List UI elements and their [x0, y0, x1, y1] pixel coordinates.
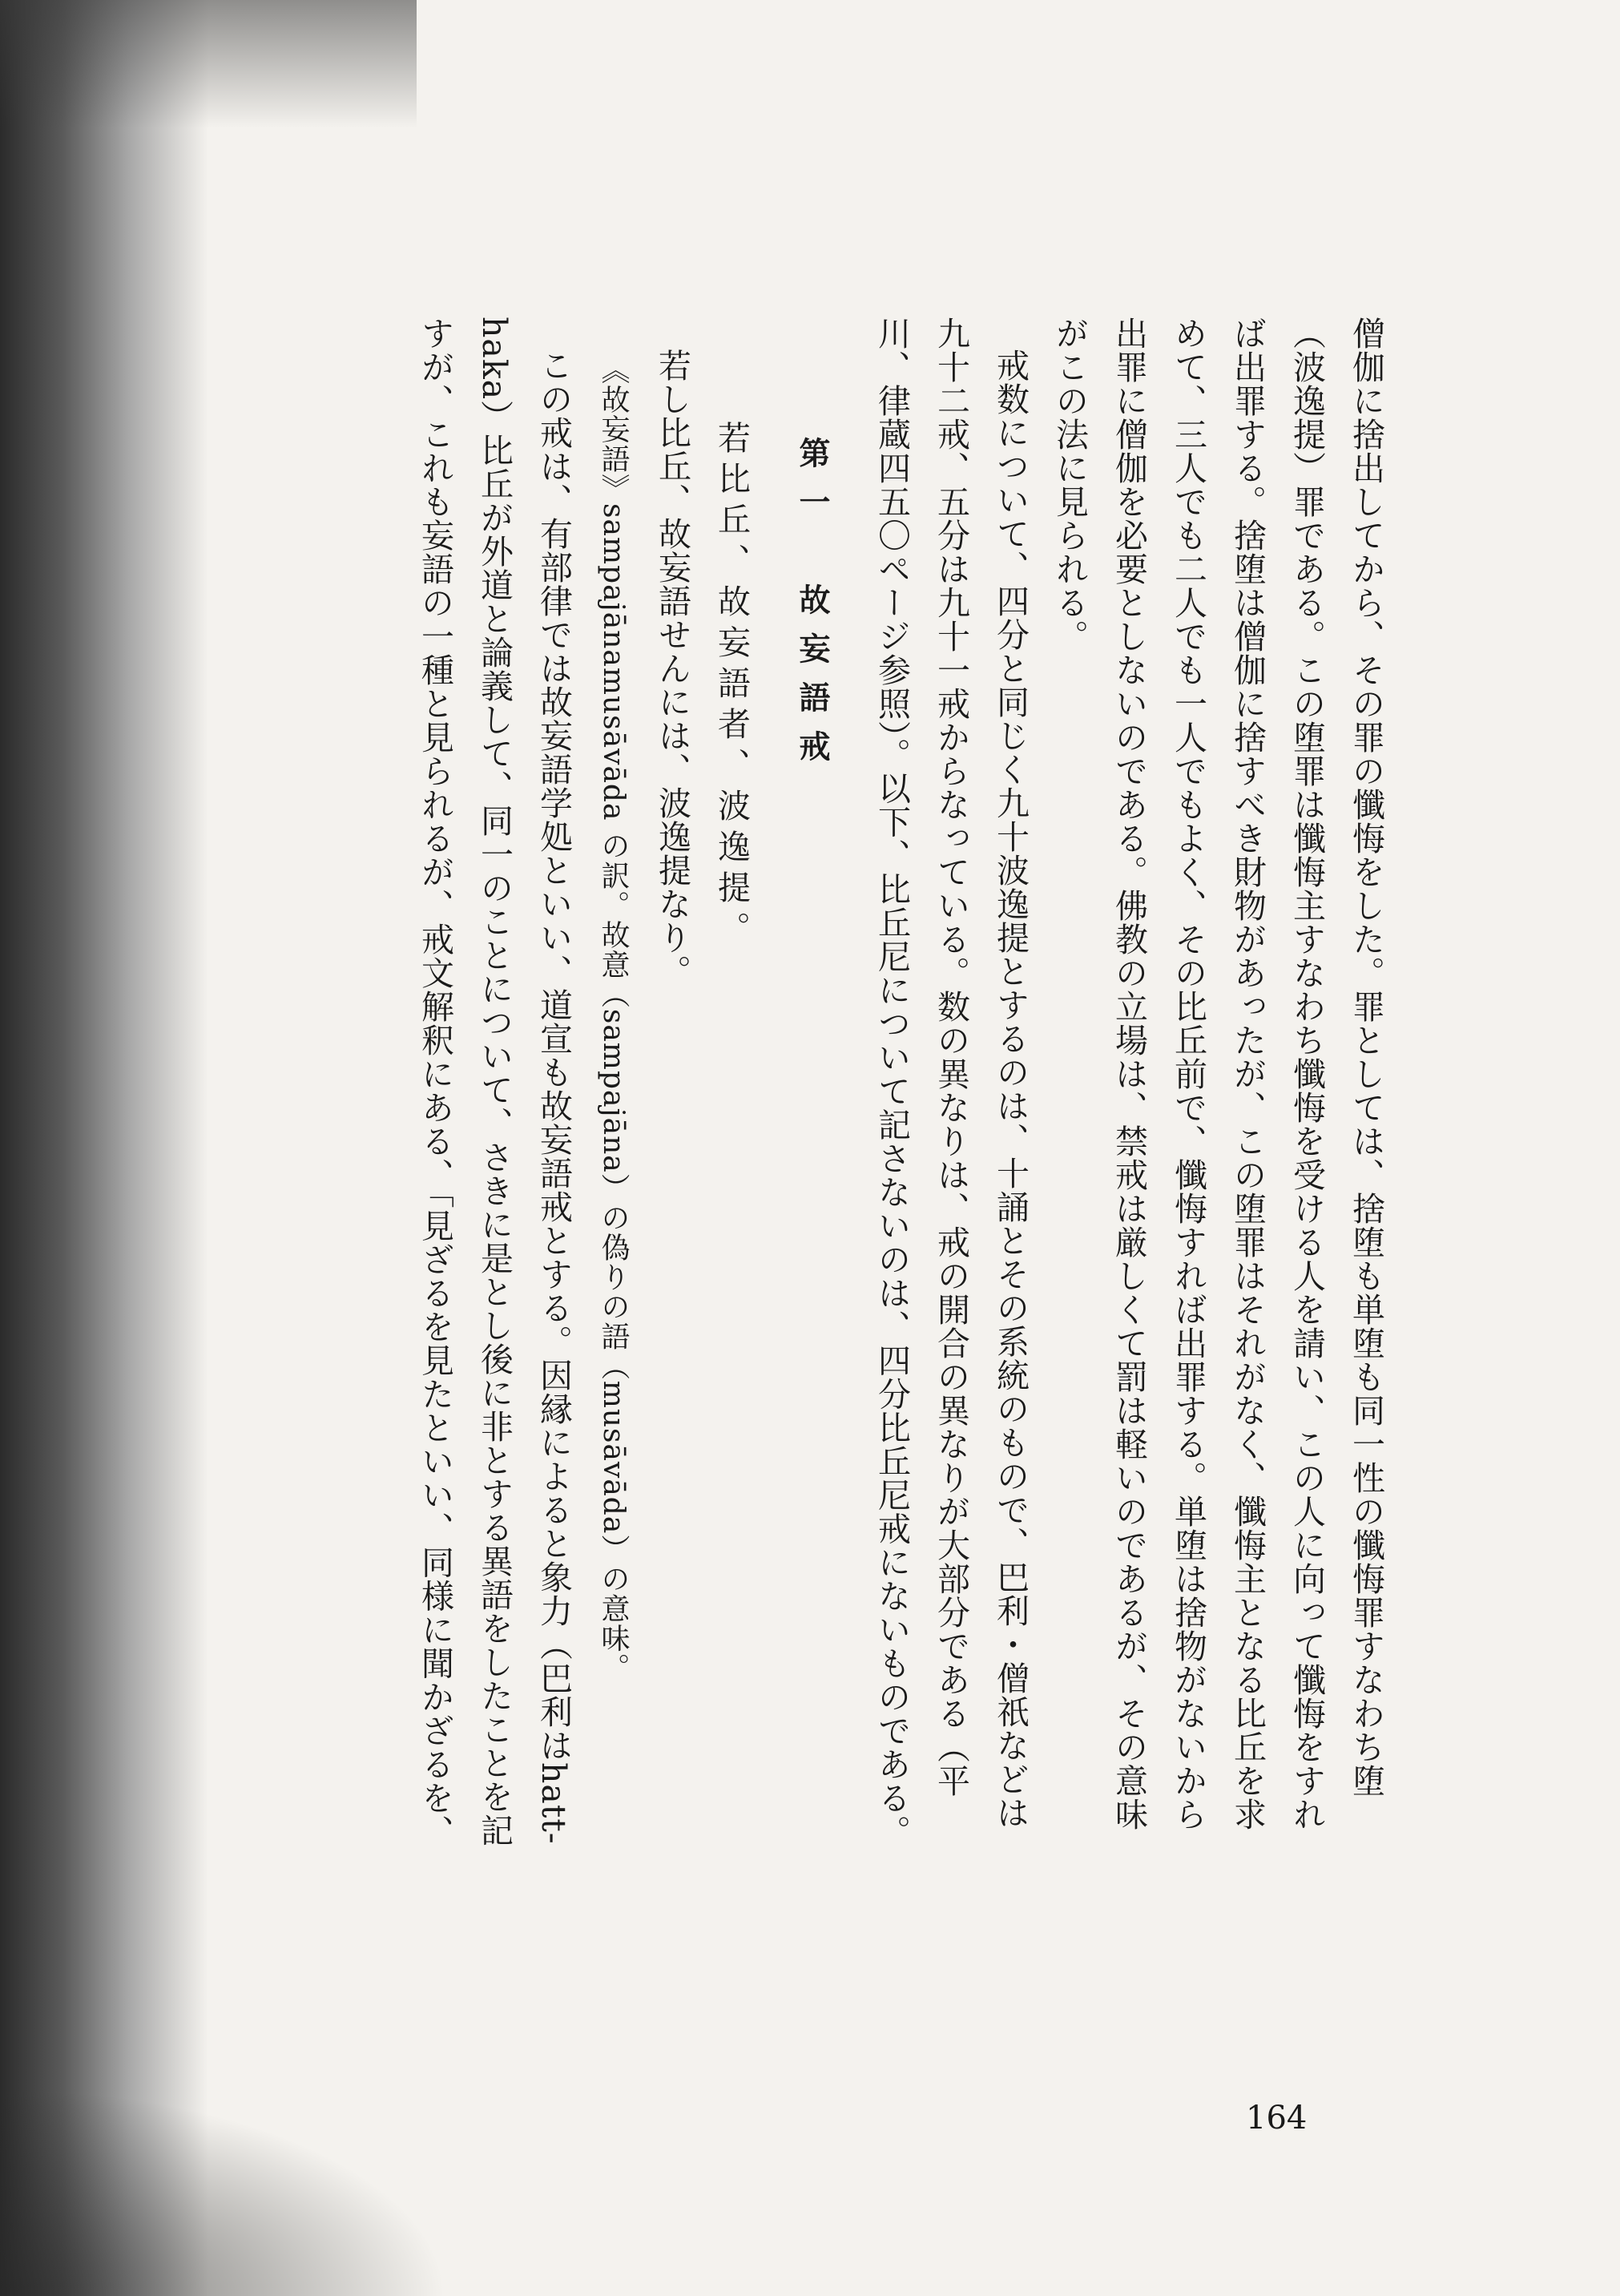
- text-line: 僧伽に捨出してから、その罪の懺悔をした。罪としては、捨堕も単堕も同一性の懺悔罪すなわち堕: [1347, 317, 1385, 1798]
- text-line: すが、これも妄語の一種と見られるが、戒文解釈にある、「見ざるを見たといい、同様に聞かざるを、: [416, 317, 454, 1849]
- term-note: 《故妄語》sampajānamusāvāda の訳。故意（sampajāna）の偽りの語（musāvāda）の意味。: [597, 355, 630, 1683]
- page-number: 164: [1246, 2100, 1308, 2137]
- text-line: （波逸提）罪である。この堕罪は懺悔主すなわち懺悔を受ける人を請い、この人に向って懺悔をすれ: [1288, 317, 1326, 1831]
- precept-reading: 若し比丘、故妄語せんには、波逸提なり。: [653, 349, 691, 988]
- top-corner-shadow: [0, 0, 417, 128]
- text-line: がこの法に見られる。: [1050, 317, 1089, 653]
- text-line: 九十二戒、五分は九十一戒からなっている。数の異なりは、戒の開合の異なりが大部分である（平: [932, 317, 970, 1798]
- text-line: この戒は、有部律では故妄語学処といい、道宣も故妄語戒とする。因縁によると象力（巴利はhatt-: [534, 349, 573, 1845]
- section-heading: 第一 故妄語戒: [794, 437, 830, 779]
- text-line: ば出罪する。捨堕は僧伽に捨すべき財物があったが、この堕罪はそれがなく、懺悔主となる比丘を求: [1228, 317, 1267, 1831]
- text-line: haka）比丘が外道と論義して、同一のことについて、さきに是とし後に非とする異語をしたことを記: [475, 317, 514, 1848]
- vertical-text-block: [405, 317, 1396, 2112]
- bottom-corner-shadow: [0, 2088, 449, 2296]
- text-line: めて、三人でも二人でも一人でもよく、その比丘前で、懺悔すれば出罪する。単堕は捨物がないから: [1169, 317, 1207, 1831]
- binding-shadow: [0, 0, 208, 2296]
- text-line: 川、律蔵四五〇ページ参照）。以下、比丘尼について記さないのは、四分比丘尼戒にないものである。: [872, 317, 911, 1849]
- text-line: 出罪に僧伽を必要としないのである。佛教の立場は、禁戒は厳しくて罰は軽いのであるが、その意味: [1110, 317, 1148, 1831]
- precept-text: 若比丘、故妄語者、波逸提。: [712, 421, 751, 952]
- text-line: 戒数について、四分と同じく九十波逸提とするのは、十誦とその系統のもので、巴利・僧祇などは: [991, 349, 1030, 1830]
